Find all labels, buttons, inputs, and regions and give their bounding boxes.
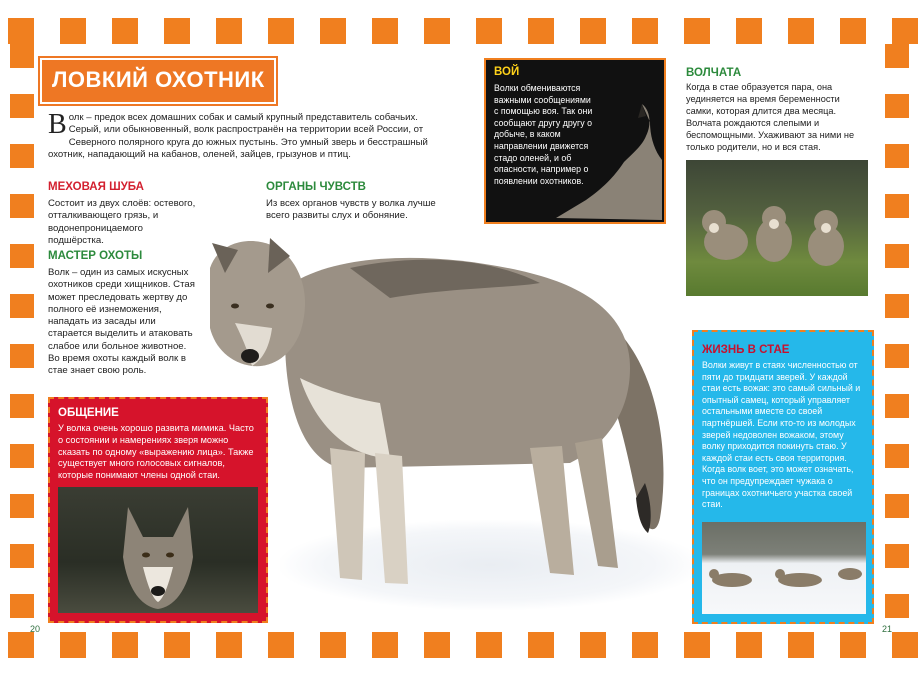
fur-heading: МЕХОВАЯ ШУБА xyxy=(48,181,144,193)
page-number-right: 21 xyxy=(882,624,893,634)
fur-text: Состоит из двух слоёв: остевого, отталкивающего грязь, и водонепроницаемого подшёрстка. xyxy=(48,198,196,246)
pack-text: Волки живут в стаях численностью от пяти до тридцати зверей. У каждой стаи есть вожак: это самый сильный и опытный самец, который управляет остальными вместе со своей партнёршей. Если кто-то из молодых зверей недоволен вожаком, этому волку приходится покинуть стаю. У каждой стаи есть своя территория. Когда волк воет, это может означать, что он предупреждает чужака о границах охотничьего участка своей стаи. xyxy=(702,360,861,510)
orange-frame-bottom xyxy=(8,632,920,658)
orange-frame-left xyxy=(10,44,34,632)
wolf-cubs-icon xyxy=(686,160,868,296)
page-number-left: 20 xyxy=(30,624,41,634)
hunt-text: Волк – один из самых искусных охотников среди хищников. Стая может преследовать жертву до полного её изнеможения, нападать из засады или старается выделить и атаковать слабое или больное животное. Во время охоты каждый волк в стае знает свою роль. xyxy=(48,267,195,377)
senses-heading: ОРГАНЫ ЧУВСТВ xyxy=(266,181,366,193)
howl-text: Волки обмениваются важными сообщениями с помощью воя. Так они сообщают другу другу о добыче, в каком направлении движется стадо оленей, и об опасности, например о появлении охотников. xyxy=(494,83,593,186)
cubs-text: Когда в стае образуется пара, она уединяется на время беременности самки, которая длится два месяца. Волчата рождаются слепыми и беспомощными. Ухаживают за ними не только родители, но и вся стая. xyxy=(686,82,855,152)
communication-box xyxy=(48,397,268,623)
wolf-pack-photo xyxy=(702,522,866,614)
howl-heading: ВОЙ xyxy=(494,66,520,78)
page-title: ЛОВКИЙ ОХОТНИК xyxy=(52,67,265,92)
howl-box xyxy=(484,58,666,224)
hunt-heading: МАСТЕР ОХОТЫ xyxy=(48,250,143,262)
title-banner xyxy=(40,58,276,104)
orange-frame-right xyxy=(885,44,909,632)
communication-heading: ОБЩЕНИЕ xyxy=(58,407,119,419)
wolf-face-icon xyxy=(58,487,258,613)
wolf-face-photo xyxy=(58,487,258,613)
intro-dropcap: В xyxy=(48,109,67,140)
wolf-cubs-photo xyxy=(686,160,868,296)
wolf-pack-icon xyxy=(702,522,866,614)
pack-box xyxy=(692,330,874,624)
intro-text: олк – предок всех домашних собак и самый крупный представитель собачьих. Серый, или обыкновенный, волк распространён на территории всей России, от Северного полярного круга до южных пустынь. Это умный зверь и бесстрашный охотник, нападающий на кабанов, оленей, зайцев, грызунов и птиц. xyxy=(48,112,428,160)
intro-paragraph xyxy=(48,109,438,161)
orange-frame-top xyxy=(8,18,920,44)
howling-wolf-icon xyxy=(546,100,662,220)
cubs-heading: ВОЛЧАТА xyxy=(686,67,742,79)
pack-heading: ЖИЗНЬ В СТАЕ xyxy=(702,344,790,356)
senses-text: Из всех органов чувств у волка лучше всего развиты слух и обоняние. xyxy=(266,198,436,222)
communication-text: У волка очень хорошо развита мимика. Часто о состоянии и намерениях зверя можно сказать по одному «выражению лица». Также существует много голосовых сигналов, которые понимают члены одной стаи. xyxy=(58,423,254,481)
